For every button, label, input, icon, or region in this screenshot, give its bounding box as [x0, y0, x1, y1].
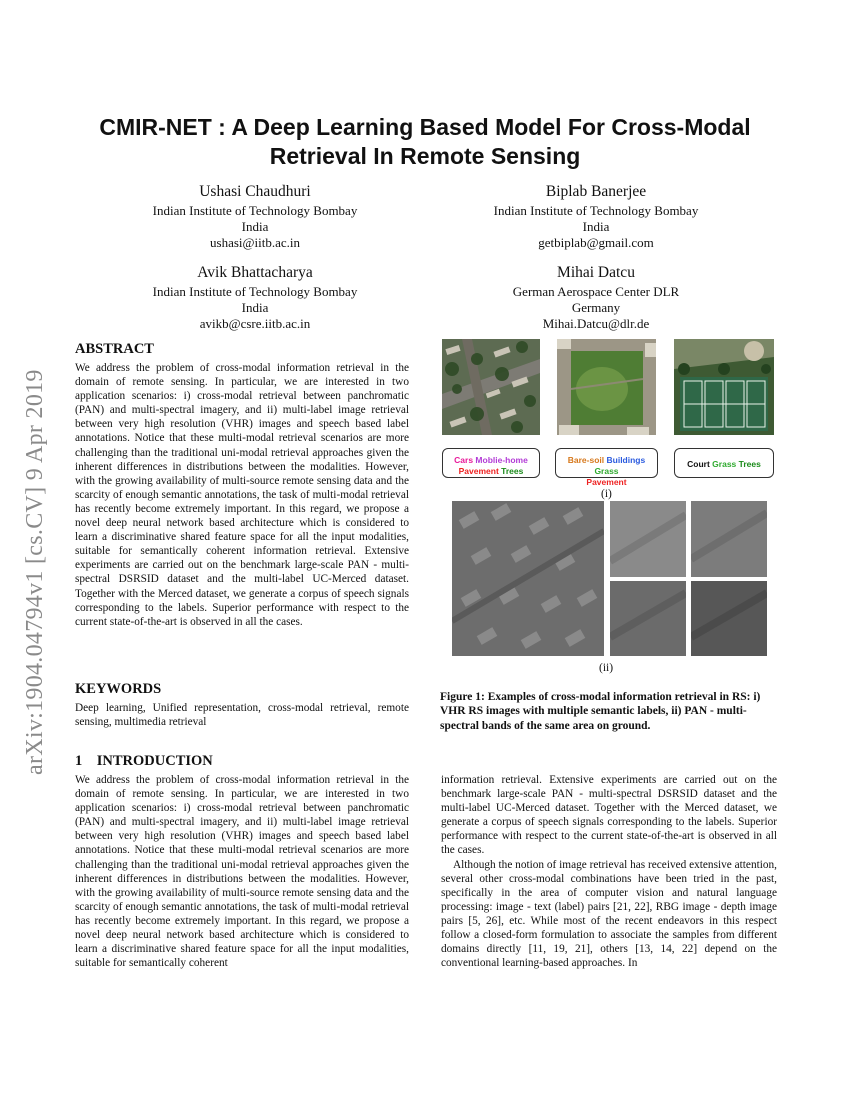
label-tag: Moblie-home — [475, 455, 528, 465]
author-country: India — [582, 219, 610, 234]
author-affiliation: Indian Institute of Technology Bombay — [152, 203, 358, 218]
author-country: India — [241, 219, 269, 234]
introduction-paragraph: Although the notion of image retrieval has received extensive attention, several other cross-modal combinations have been tried in the past, specifically in the area of computer vision and natural language processing: image - text (label) pairs [21, 22], RBG image - depth image pairs [5, 26], etc. While most of the recent endeavors in this respect follow a closed-form formulation to associate the samples from different domains directly [11, 19, 21], others [13, 14, 22] depend on the conventional learning-based approaches. In — [441, 858, 777, 970]
author-name: Ushasi Chaudhuri — [199, 183, 311, 200]
label-tag: Bare-soil — [567, 455, 605, 465]
subfigure-caption-i: (i) — [601, 488, 612, 500]
multispectral-band-1 — [610, 501, 686, 577]
pan-image — [452, 501, 604, 656]
author-email[interactable]: avikb@csre.iitb.ac.in — [199, 316, 311, 331]
author-name: Biplab Banerjee — [545, 183, 647, 200]
vhr-image-grassland — [557, 339, 656, 435]
label-tag: Trees — [738, 459, 761, 469]
author-block — [431, 263, 761, 332]
subfigure-caption-ii: (ii) — [599, 662, 614, 674]
label-tag: Buildings — [606, 455, 646, 465]
vhr-image-residential — [442, 339, 540, 435]
label-box-grassland — [555, 448, 658, 487]
label-tag: Pavement — [586, 477, 627, 487]
abstract-heading: ABSTRACT — [75, 341, 154, 357]
author-block — [90, 182, 420, 251]
author-country: India — [241, 300, 269, 315]
multispectral-band-4 — [691, 581, 767, 656]
introduction-right-text — [441, 773, 777, 970]
label-box-residential — [442, 448, 540, 478]
author-block — [431, 182, 761, 251]
label-tag: Cars — [454, 455, 474, 465]
abstract-paragraph: We address the problem of cross-modal information retrieval in the domain of remote sensing. In particular, we are interested in two application scenarios: i) cross-modal retrieval between panchromatic (PAN) and multi-spectral imagery, and ii) multi-label image retrieval between very high resolution (VHR) images and speech based label annotations. Notice that these multi-modal retrieval scenarios are more challenging than the traditional uni-modal retrieval approaches given the inherent differences in distributions between the modalities. However, with the growing availability of multi-source remote sensing data and the scarcity of enough semantic annotations, the task of multi-modal retrieval has recently become extremely important. In this regard, we propose a novel deep neural network based architecture which is considered to learn a discriminative shared feature space for all the input modalities, suitable for semantically coherent information retrieval. Extensive experiments are carried out on the benchmark large-scale PAN - multi-spectral DSRSID dataset and the multi-label UC-Merced dataset. Together with the Merced dataset, we generate a corpus of speech signals corresponding to the labels. Superior performance with respect to the current state-of-the-art is observed in all the cases. — [75, 362, 409, 628]
author-name: Mihai Datcu — [557, 264, 635, 281]
introduction-paragraph: information retrieval. Extensive experiments are carried out on the benchmark large-scale PAN - multi-spectral DSRSID dataset and the multi-label UC-Merced dataset. Together with the Merced dataset, we generate a corpus of speech signals corresponding to the labels. Superior performance with respect to the current state-of-the-art is observed in all the cases. — [441, 774, 777, 857]
figure-caption: Figure 1: Examples of cross-modal information retrieval in RS: i) VHR RS images with multiple semantic labels, ii) PAN - multi-spectral bands of the same area on ground. — [440, 691, 761, 732]
author-email[interactable]: Mihai.Datcu@dlr.de — [542, 316, 650, 331]
label-tag: Grass — [594, 466, 619, 476]
author-email[interactable]: getbiplab@gmail.com — [538, 235, 654, 250]
multispectral-band-3 — [610, 581, 686, 656]
author-affiliation: Indian Institute of Technology Bombay — [493, 203, 699, 218]
multispectral-band-2 — [691, 501, 767, 577]
label-box-tennis-court — [674, 448, 774, 478]
label-tag: Pavement — [458, 466, 499, 476]
keywords-paragraph: Deep learning, Unified representation, cross-modal retrieval, remote sensing, multimedia retrieval — [75, 702, 409, 729]
author-country: Germany — [571, 300, 621, 315]
abstract-text — [75, 361, 409, 629]
introduction-left-text — [75, 773, 409, 970]
author-affiliation: Indian Institute of Technology Bombay — [152, 284, 358, 299]
arxiv-identifier: arXiv:1904.04794v1 [cs.CV] 9 Apr 2019 — [22, 369, 48, 775]
introduction-paragraph: We address the problem of cross-modal information retrieval in the domain of remote sensing. In particular, we are interested in two application scenarios: i) cross-modal retrieval between panchromatic (PAN) and multi-spectral imagery, and ii) multi-label image retrieval between very high resolution (VHR) images and speech based label annotations. Notice that these multi-modal retrieval scenarios are more challenging than the traditional uni-modal retrieval approaches given the inherent differences in distributions between the modalities. However, with the growing availability of multi-source remote sensing data and the scarcity of enough semantic annotations, the task of multi-modal retrieval has recently become extremely important. In this regard, we propose a novel deep neural network based architecture which is considered to learn a discriminative shared feature space for all the input modalities, suitable for semantically coherent — [75, 774, 409, 970]
introduction-heading: 1 INTRODUCTION — [75, 753, 213, 769]
label-tag: Grass — [712, 459, 737, 469]
keywords-heading: KEYWORDS — [75, 681, 162, 697]
vhr-image-tennis-court — [674, 339, 774, 435]
author-affiliation: German Aerospace Center DLR — [512, 284, 680, 299]
paper-title: CMIR-NET : A Deep Learning Based Model For Cross-Modal Retrieval In Remote Sensing — [99, 114, 751, 169]
label-tag: Court — [687, 459, 710, 469]
author-email[interactable]: ushasi@iitb.ac.in — [210, 235, 300, 250]
keywords-text — [75, 701, 409, 729]
author-name: Avik Bhattacharya — [197, 264, 313, 281]
label-tag: Trees — [501, 466, 524, 476]
author-block — [90, 263, 420, 332]
